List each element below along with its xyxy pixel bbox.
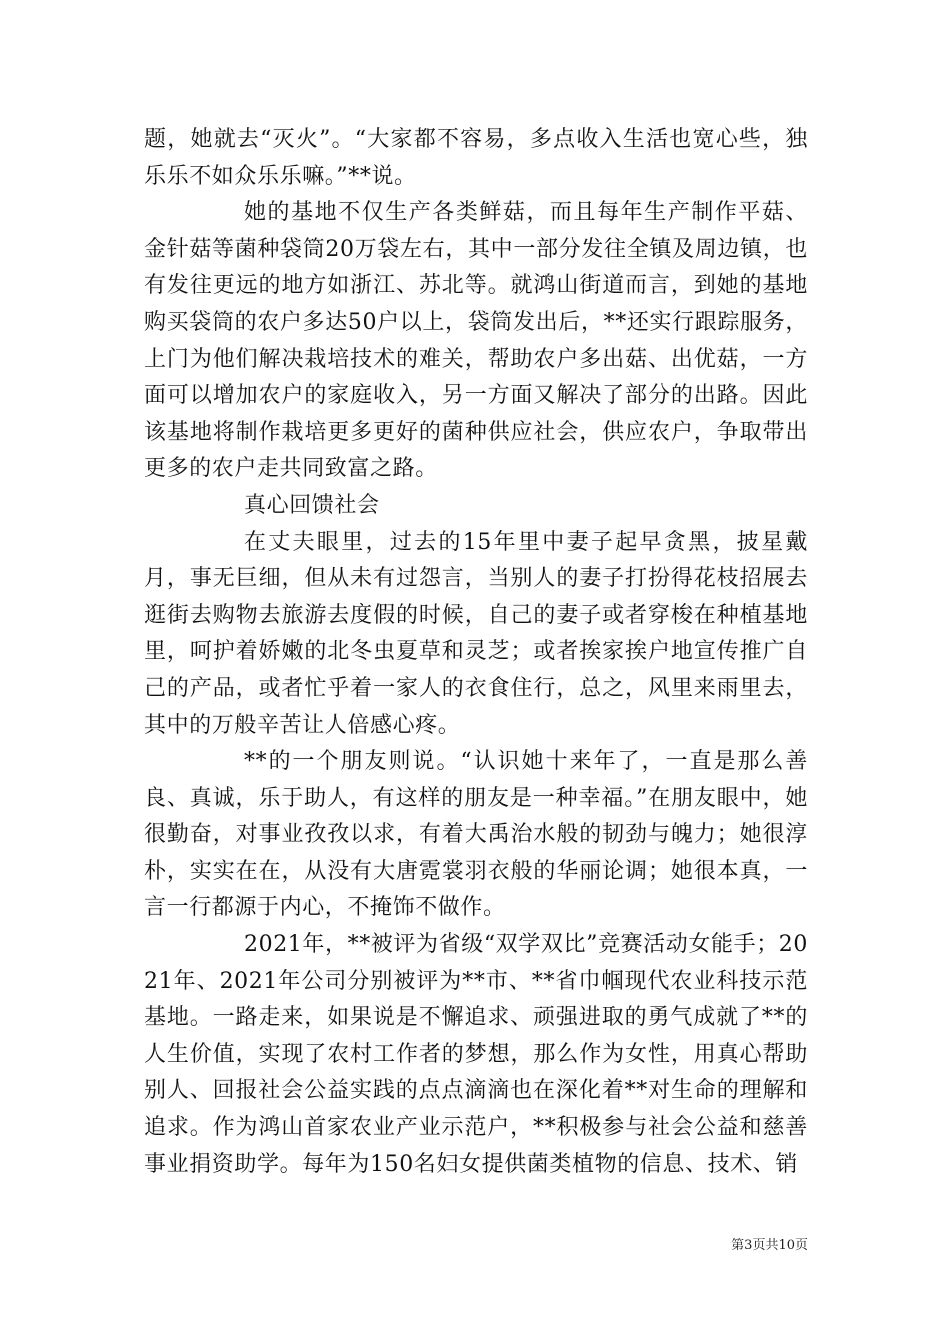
page-number-footer: 第3页共10页 bbox=[731, 1238, 808, 1253]
paragraph-4: **的一个朋友则说。“认识她十来年了，一直是那么善良、真诚，乐于助人，有这样的朋友是一种幸福。”在朋友眼中，她很勤奋，对事业孜孜以求，有着大禹治水般的韧劲与魄力；她很淳朴，实实在在，从没有大唐霓裳羽衣般的华丽论调；她很本真，一言一行都源于内心，不掩饰不做作。 bbox=[144, 749, 808, 921]
paragraph-2: 她的基地不仅生产各类鲜菇，而且每年生产制作平菇、金针菇等菌种袋筒20万袋左右，其中一部分发往全镇及周边镇，也有发往更远的地方如浙江、苏北等。就鸿山街道而言，到她的基地购买袋筒的农户多达50户以上，袋筒发出后，**还实行跟踪服务，上门为他们解决栽培技术的难关，帮助农户多出菇、出优菇，一方面可以增加农户的家庭收入，另一方面又解决了部分的出路。因此该基地将制作栽培更多更好的菌种供应社会，供应农户，争取带出更多的农户走共同致富之路。 bbox=[144, 200, 808, 482]
paragraph-3: 在丈夫眼里，过去的15年里中妻子起早贪黑，披星戴月，事无巨细，但从未有过怨言，当别人的妻子打扮得花枝招展去逛街去购物去旅游去度假的时候，自己的妻子或者穿梭在种植基地里，呵护着娇嫩的北冬虫夏草和灵芝；或者挨家挨户地宣传推广自己的产品，或者忙乎着一家人的衣食住行，总之，风里来雨里去，其中的万般辛苦让人倍感心疼。 bbox=[144, 529, 808, 738]
paragraph-5: 2021年，**被评为省级“双学双比”竞赛活动女能手；2021年、2021年公司分别被评为**市、**省巾帼现代农业科技示范基地。一路走来，如果说是不懈追求、顽强进取的勇气成就了**的人生价值，实现了农村工作者的梦想，那么作为女性，用真心帮助别人、回报社会公益实践的点点滴滴也在深化着**对生命的理解和追求。作为鸿山首家农业产业示范户，**积极参与社会公益和慈善事业捐资助学。每年为150名妇女提供菌类植物的信息、技术、销 bbox=[144, 932, 808, 1177]
paragraph-1: 题，她就去“灭火”。“大家都不容易，多点收入生活也宽心些，独乐乐不如众乐乐嘛。”**说。 bbox=[144, 127, 808, 189]
document-body bbox=[144, 122, 808, 1183]
section-heading: 真心回馈社会 bbox=[244, 492, 380, 518]
